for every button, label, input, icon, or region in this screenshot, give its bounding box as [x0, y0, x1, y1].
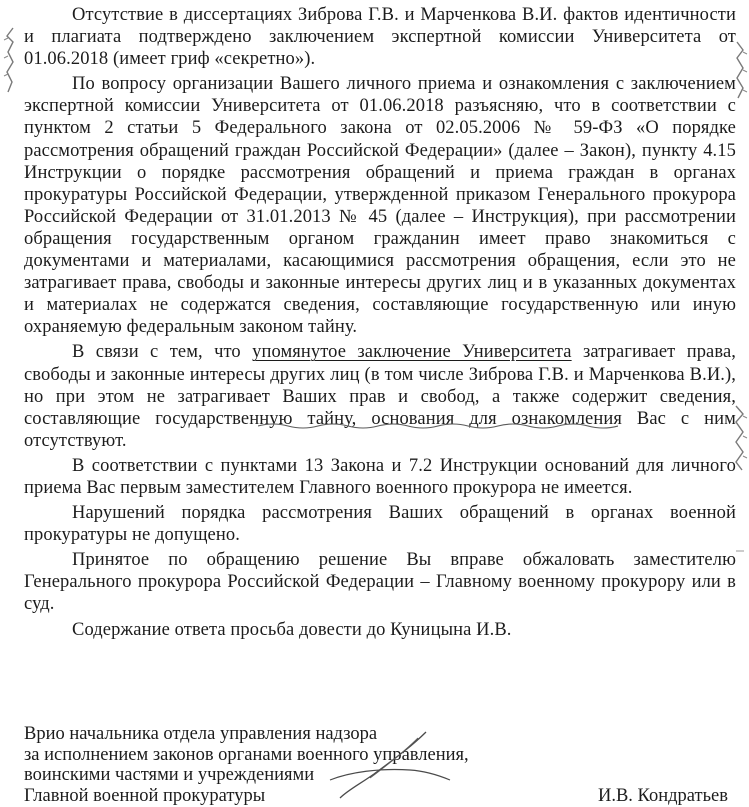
margin-bracket-mark — [2, 26, 18, 96]
document-body — [24, 4, 736, 641]
signatory-position-line: воинскими частями и учреждениями — [24, 765, 315, 785]
pencil-underline-mark — [258, 422, 618, 430]
underlined-university-conclusion: упомянутое заключение Университета — [252, 342, 572, 363]
signatory-name: И.В. Кондратьев — [597, 785, 728, 806]
margin-tick-mark — [734, 545, 746, 557]
signatory-position-line: Главной военной прокуратуры — [24, 785, 266, 806]
paragraph-access-explanation: По вопросу организации Вашего личного приема и ознакомления с заключением экспертной комиссии Университета от 01.06.2018 разъясняю, что в соответствии с пунктом 2 статьи 5 Федерального закона от 02.05.2006 № 59-ФЗ «О порядке рассмотрения обращений граждан Российской Федерации» (далее – Закон), пункту 4.15 Инструкции о порядке рассмотрения обращений и приема граждан в органах прокуратуры Российской Федерации, утвержденной приказом Генерального прокурора Российской Федерации от 31.01.2013 № 45 (далее – Инструкция), при рассмотрении обращения государственным органом гражданин имеет право знакомиться с документами и материалами, касающимися рассмотрения обращения, если это не затрагивает права, свободы и законные интересы других лиц и в указанных документах и материалах не содержатся сведения, составляющие государственную или иную охраняемую федеральным законом тайну. — [24, 74, 736, 338]
paragraph-no-violations: Нарушений порядка рассмотрения Ваших обращений в органах военной прокуратуры не допущено. — [24, 503, 736, 546]
paragraph-access-denial — [24, 341, 736, 451]
margin-bracket-mark — [733, 40, 749, 102]
paragraph-forward-request: Содержание ответа просьба довести до Куницына И.В. — [72, 619, 512, 640]
paragraph-personal-reception: В соответствии с пунктами 13 Закона и 7.2 Инструкции оснований для личного приема Вас первым заместителем Главного военного прокурора не имеется. — [24, 455, 736, 498]
paragraph-access-denial-start: В связи с тем, что — [72, 342, 253, 363]
margin-bracket-mark — [731, 404, 749, 474]
paragraph-access-denial-end: затрагивает права, свободы и законные интересы других лиц (в том числе Зиброва Г.В. и Марченкова В.И.), но при этом не затрагивает Ваших прав и свобод, а также содержит сведения, составляющие государственную тайну, основания для ознакомления Вас с ним отсутствуют. — [24, 342, 736, 451]
handwritten-signature — [300, 728, 460, 804]
paragraph-appeal-rights: Принятое по обращению решение Вы вправе обжаловать заместителю Генерального прокурора Российской Федерации – Главному военному прокурору или в суд. — [24, 550, 736, 615]
paragraph-plagiarism-finding: Отсутствие в диссертациях Зиброва Г.В. и Марченкова В.И. фактов идентичности и плагиата подтверждено заключением экспертной комиссии Университета от 01.06.2018 (имеет гриф «секретно»). — [24, 5, 736, 70]
signatory-position-line: Врио начальника отдела управления надзора — [24, 724, 378, 744]
signatory-position-line: за исполнением законов органами военного управления, — [24, 744, 469, 765]
